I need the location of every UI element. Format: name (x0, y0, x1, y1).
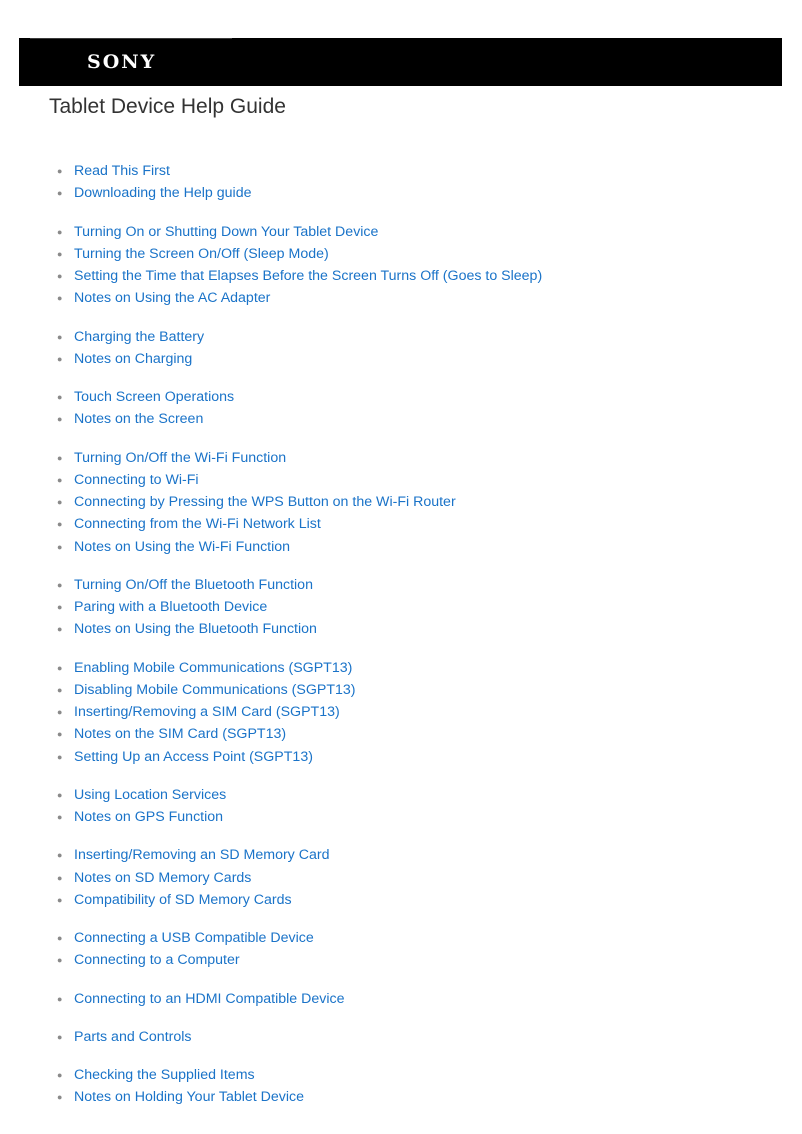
bullet-icon: ● (57, 872, 63, 883)
bullet-icon: ● (57, 579, 63, 590)
toc-section (0, 386, 802, 431)
bullet-icon: ● (57, 474, 63, 485)
toc-link[interactable]: Turning On/Off the Bluetooth Function (74, 576, 313, 593)
toc-item (0, 326, 802, 348)
toc-link[interactable]: Read This First (74, 163, 170, 179)
toc-item (0, 221, 802, 243)
toc-item (0, 513, 802, 535)
bullet-icon: ● (57, 226, 63, 237)
toc-link[interactable]: Enabling Mobile Communications (SGPT13) (74, 659, 353, 676)
toc-item (0, 844, 802, 866)
toc-link[interactable]: Connecting to an HDMI Compatible Device (74, 990, 345, 1007)
toc-item (0, 784, 802, 806)
header-divider (30, 38, 232, 39)
bullet-icon: ● (57, 188, 63, 199)
toc-item (0, 1086, 802, 1108)
toc-link[interactable]: Turning the Screen On/Off (Sleep Mode) (74, 245, 329, 262)
toc-link[interactable]: Setting Up an Access Point (SGPT13) (74, 748, 313, 765)
toc-item (0, 182, 802, 204)
bullet-icon: ● (57, 519, 63, 530)
toc-link[interactable]: Notes on Using the AC Adapter (74, 290, 271, 307)
bullet-icon: ● (57, 452, 63, 463)
toc-item (0, 287, 802, 309)
toc-item (0, 701, 802, 723)
toc-section (0, 160, 802, 205)
toc-link[interactable]: Notes on the Screen (74, 411, 204, 428)
bullet-icon: ● (57, 729, 63, 740)
toc-item (0, 348, 802, 370)
toc-item (0, 596, 802, 618)
toc-item (0, 618, 802, 640)
toc-link[interactable]: Connecting from the Wi-Fi Network List (74, 516, 321, 533)
bullet-icon: ● (57, 392, 63, 402)
bullet-icon: ● (57, 955, 63, 966)
toc-link[interactable]: Setting the Time that Elapses Before the Screen Turns Off (Goes to Sleep) (74, 268, 543, 284)
toc-section (0, 574, 802, 641)
toc-section (0, 326, 802, 371)
bullet-icon: ● (57, 497, 63, 507)
toc-link[interactable]: Notes on Holding Your Tablet Device (74, 1089, 305, 1106)
bullet-icon: ● (57, 1092, 63, 1103)
toc-item (0, 988, 802, 1010)
bullet-icon: ● (57, 541, 63, 552)
toc-link[interactable]: Connecting to Wi-Fi (74, 471, 199, 488)
toc-link[interactable]: Paring with a Bluetooth Device (74, 599, 268, 615)
bullet-icon: ● (57, 751, 63, 762)
bullet-icon: ● (57, 1070, 63, 1080)
toc-link[interactable]: Disabling Mobile Communications (SGPT13) (74, 681, 356, 698)
toc-item (0, 469, 802, 491)
toc-item (0, 491, 802, 513)
page-title: Tablet Device Help Guide (49, 95, 286, 118)
toc-link[interactable]: Connecting a USB Compatible Device (74, 930, 314, 946)
toc-link[interactable]: Notes on SD Memory Cards (74, 869, 252, 886)
toc-link[interactable]: Inserting/Removing a SIM Card (SGPT13) (74, 704, 340, 720)
toc-item (0, 927, 802, 949)
toc-section (0, 1026, 802, 1048)
bullet-icon: ● (57, 353, 63, 364)
bullet-icon: ● (57, 624, 63, 635)
toc-section (0, 844, 802, 911)
bullet-icon: ● (57, 166, 63, 176)
toc-section (0, 784, 802, 829)
bullet-icon: ● (57, 248, 63, 259)
toc-link[interactable]: Touch Screen Operations (74, 389, 235, 405)
toc-item (0, 160, 802, 182)
toc-link[interactable]: Notes on the SIM Card (SGPT13) (74, 726, 287, 743)
toc-link[interactable]: Notes on Using the Bluetooth Function (74, 621, 317, 638)
toc-link[interactable]: Inserting/Removing an SD Memory Card (74, 847, 330, 864)
bullet-icon: ● (57, 850, 63, 861)
toc-section (0, 447, 802, 558)
toc-link[interactable]: Charging the Battery (74, 328, 205, 345)
toc-item (0, 867, 802, 889)
bullet-icon: ● (57, 933, 63, 943)
toc-item (0, 574, 802, 596)
toc-section (0, 657, 802, 768)
toc-item (0, 1026, 802, 1048)
bullet-icon: ● (57, 662, 63, 673)
table-of-contents (0, 160, 802, 1125)
toc-link[interactable]: Checking the Supplied Items (74, 1067, 255, 1083)
bullet-icon: ● (57, 1031, 63, 1042)
toc-link[interactable]: Connecting by Pressing the WPS Button on the Wi-Fi Router (74, 494, 456, 510)
bullet-icon: ● (57, 414, 63, 425)
toc-item (0, 679, 802, 701)
toc-item (0, 1064, 802, 1086)
toc-item (0, 806, 802, 828)
sony-logo[interactable]: SONY (87, 51, 157, 73)
toc-link[interactable]: Downloading the Help guide (74, 185, 252, 202)
toc-item (0, 949, 802, 971)
toc-section (0, 988, 802, 1010)
bullet-icon: ● (57, 707, 63, 717)
toc-link[interactable]: Parts and Controls (74, 1028, 192, 1045)
bullet-icon: ● (57, 894, 63, 905)
toc-section (0, 221, 802, 310)
toc-link[interactable]: Notes on GPS Function (74, 809, 224, 825)
bullet-icon: ● (57, 293, 63, 304)
toc-link[interactable]: Compatibility of SD Memory Cards (74, 891, 292, 908)
toc-link[interactable]: Connecting to a Computer (74, 952, 240, 969)
bullet-icon: ● (57, 684, 63, 695)
toc-item (0, 536, 802, 558)
toc-item (0, 243, 802, 265)
toc-item (0, 746, 802, 768)
toc-link[interactable]: Turning On/Off the Wi-Fi Function (74, 449, 287, 466)
bullet-icon: ● (57, 331, 63, 342)
toc-link[interactable]: Notes on Using the Wi-Fi Function (74, 538, 291, 555)
toc-link[interactable]: Notes on Charging (74, 350, 193, 367)
toc-section (0, 1064, 802, 1109)
toc-link[interactable]: Turning On or Shutting Down Your Tablet Device (74, 223, 379, 240)
toc-item (0, 447, 802, 469)
toc-item (0, 386, 802, 408)
bullet-icon: ● (57, 993, 63, 1004)
bullet-icon: ● (57, 812, 63, 822)
bullet-icon: ● (57, 271, 63, 281)
bullet-icon: ● (57, 602, 63, 612)
toc-link[interactable]: Using Location Services (74, 786, 227, 803)
bullet-icon: ● (57, 789, 63, 800)
toc-item (0, 657, 802, 679)
toc-item (0, 723, 802, 745)
toc-item (0, 265, 802, 287)
toc-section (0, 927, 802, 972)
toc-item (0, 408, 802, 430)
toc-item (0, 889, 802, 911)
